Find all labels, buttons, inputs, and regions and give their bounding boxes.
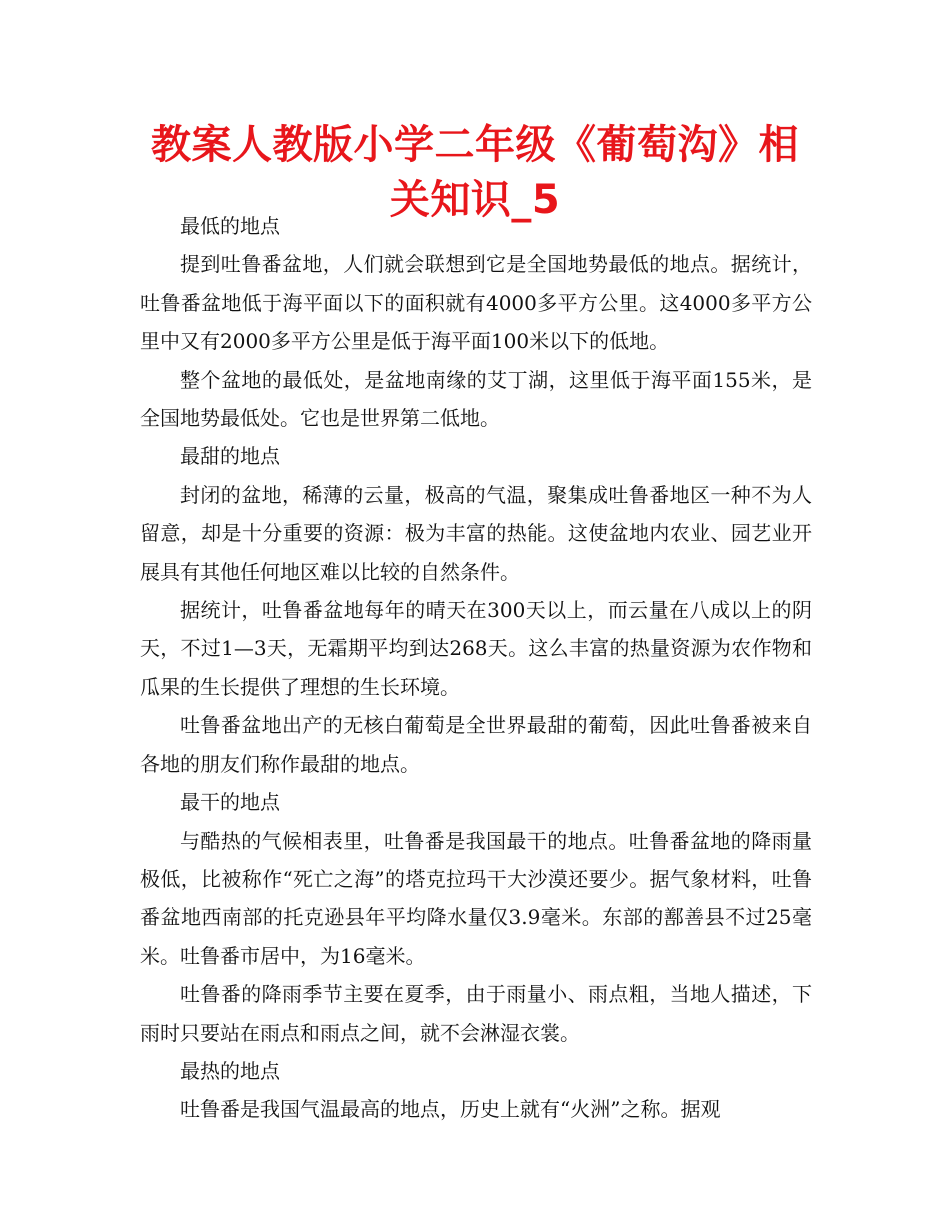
paragraph: 封闭的盆地，稀薄的云量，极高的气温，聚集成吐鲁番地区一种不为人留意，却是十分重要的资源：极为丰富的热能。这使盆地内农业、园艺业开展具有其他任何地区难以比较的自然条件。 [140, 482, 812, 584]
document-title: 教案人教版小学二年级《葡萄沟》相关知识_5 [151, 122, 799, 223]
section-heading: 最甜的地点 [180, 444, 280, 469]
paragraph: 据统计，吐鲁番盆地每年的晴天在300天以上，而云量在八成以上的阴天，不过1—3天，无霜期平均到达268天。这么丰富的热量资源为农作物和瓜果的生长提供了理想的生长环境。 [140, 598, 812, 699]
paragraph: 与酷热的气候相表里，吐鲁番是我国最干的地点。吐鲁番盆地的降雨量极低，比被称作“死亡之海”的塔克拉玛干大沙漠还要少。据气象材料，吐鲁番盆地西南部的托克逊县年平均降水量仅3.9毫米。东部的鄯善县不过25毫米。吐鲁番市居中，为16毫米。 [140, 828, 812, 968]
document-body [140, 207, 812, 1129]
paragraph: 提到吐鲁番盆地，人们就会联想到它是全国地势最低的地点。据统计，吐鲁番盆地低于海平面以下的面积就有4000多平方公里。这4000多平方公里中又有2000多平方公里是低于海平面100米以下的低地。 [140, 252, 812, 354]
section-heading: 最干的地点 [180, 790, 280, 815]
paragraph: 吐鲁番的降雨季节主要在夏季，由于雨量小、雨点粗，当地人描述，下雨时只要站在雨点和雨点之间，就不会淋湿衣裳。 [140, 982, 812, 1045]
paragraph: 吐鲁番是我国气温最高的地点，历史上就有“火洲”之称。据观 [180, 1097, 721, 1122]
section-heading: 最热的地点 [180, 1058, 280, 1083]
section-heading: 最低的地点 [180, 214, 280, 238]
paragraph: 整个盆地的最低处，是盆地南缘的艾丁湖，这里低于海平面155米，是全国地势最低处。它也是世界第二低地。 [140, 367, 812, 431]
paragraph: 吐鲁番盆地出产的无核白葡萄是全世界最甜的葡萄，因此吐鲁番被来自各地的朋友们称作最甜的地点。 [140, 713, 812, 776]
